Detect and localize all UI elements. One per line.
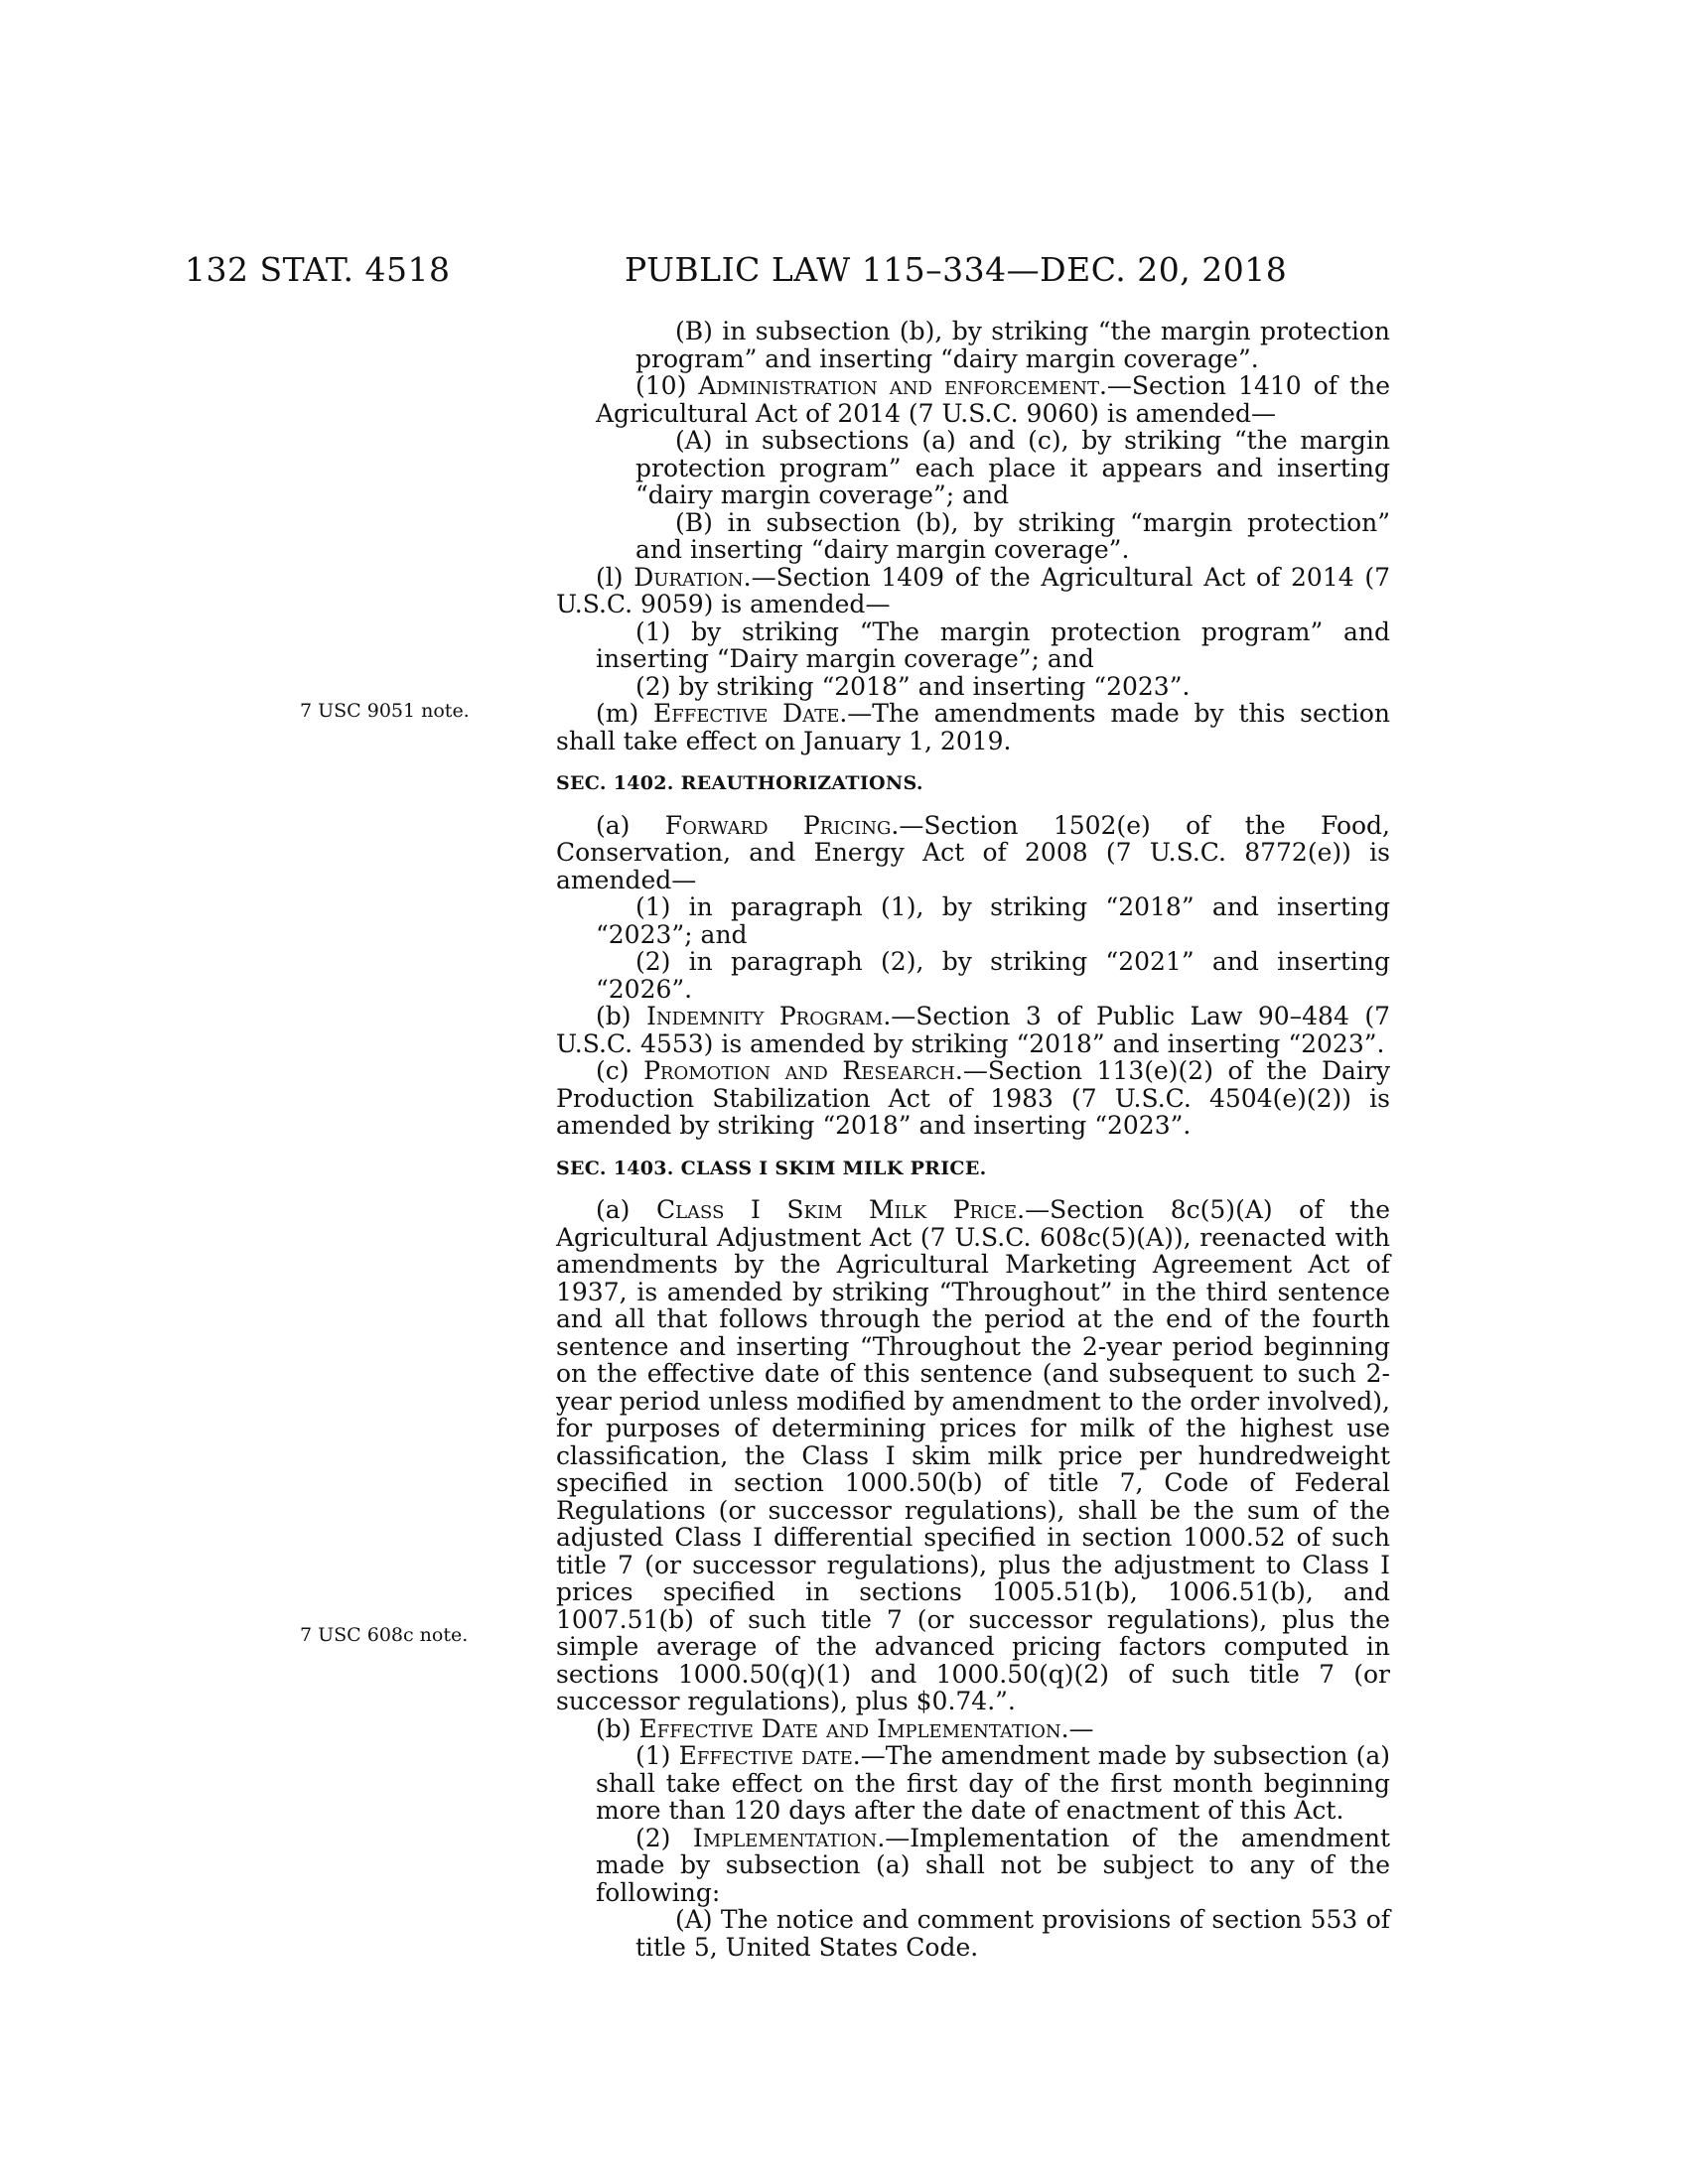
paragraph-l2: (2) by striking “2018” and inserting “2023”. [635,671,1191,701]
margin-note-9051: 7 USC 9051 note. [300,700,470,722]
subsection-number: (b) [596,1002,646,1030]
paragraph-text: .—Section 1410 of the Agricultural Act of 2014 (7 U.S.C. 9060) is amended— [596,371,1390,428]
subsection-heading: Duration [633,562,744,592]
subsection-b-indemnity [556,1003,1390,1057]
paragraph-number: (2) [635,1823,693,1852]
subsection-b-effective-implementation [556,1715,1390,1743]
subsection-heading: Promotion and Research [643,1056,955,1085]
paragraph-l1: (1) by striking “The margin protection program” and inserting “Dairy margin coverage”; and [596,616,1390,673]
paragraph-heading: Implementation [692,1823,878,1852]
paragraph-text: .—Implementation of the amendment made by subsection (a) shall not be subject to any of the following: [596,1823,1390,1907]
paragraph-a2: (2) in paragraph (2), by striking “2021” and inserting “2026”. [596,947,1390,1004]
paragraph-10-administration [556,372,1390,427]
subsection-heading: Indemnity Program [646,1002,884,1030]
paragraph-heading: Administration and enforcement [698,371,1099,400]
subsection-heading: Class I Skim Milk Price [655,1195,1018,1224]
paragraph-text: .—The amendment made by subsection (a) shall take effect on the first day of the first month beginning more than 120 days after the date of enactment of this Act. [596,1741,1391,1825]
running-header-title: PUBLIC LAW 115–334—DEC. 20, 2018 [625,250,1288,289]
subsection-text: .—Section 113(e)(2) of the Dairy Production Stabilization Act of 1983 (7 U.S.C. 4504(e)(2)) is amended by striking “2018” and inserting “2023”. [556,1056,1390,1140]
subsection-number: (a) [596,810,665,840]
subsection-text: .—Section 8c(5)(A) of the Agricultural Adjustment Act (7 U.S.C. 608c(5)(A)), reenacted with amendments by the Agricultural Marketing Agreement Act of 1937, is amended by striking “Throughout” in the third sentence and all that follows through the period at the end of the fourth sentence and inserting “Throughout the 2-year period beginning on the effective date of this sentence (and subsequent to such 2-year period unless modified by amendment to the order involved), for purposes of determining prices for milk of the highest use classification, the Class I skim milk price per hundredweight specified in section 1000.50(b) of title 7, Code of Federal Regulations (or successor regulations), shall be the sum of the adjusted Class I differential specified in section 1000.52 of such title 7 (or successor regulations), plus the adjustment to Class I prices specified in sections 1005.51(b), 1006.51(b), and 1007.51(b) of such title 7 (or successor regulations), plus the simple average of the advanced pricing factors computed in sections 1000.50(q)(1) and 1000.50(q)(2) of such title 7 (or successor regulations), plus $0.74.”. [556,1195,1390,1715]
subsection-heading: Forward Pricing [664,810,892,840]
paragraph-9b: (B) in subsection (b), by striking “the margin protection program” and inserting “dairy margin coverage”. [635,317,1390,373]
statute-body [556,318,1390,1961]
subsection-heading: Effective Date [652,699,840,728]
subsection-text: .—Section 3 of Public Law 90–484 (7 U.S.C. 4553) is amended by striking “2018” and inserting “2023”. [556,1002,1391,1058]
paragraph-b2-implementation [556,1825,1390,1907]
subsection-number: (m) [596,699,653,728]
subparagraph-b2a: (A) The notice and comment provisions of section 553 of title 5, United States Code. [635,1905,1390,1962]
subsection-number: (c) [596,1056,644,1085]
subsection-m-effective-date [556,700,1390,754]
subsection-text: .—Section 1502(e) of the Food, Conservation, and Energy Act of 2008 (7 U.S.C. 8772(e)) is amended— [556,810,1390,894]
section-1403-heading: SEC. 1403. CLASS I SKIM MILK PRICE. [556,1157,987,1179]
subsection-text: .—Section 1409 of the Agricultural Act of 2014 (7 U.S.C. 9059) is amended— [556,562,1391,618]
subsection-number: (a) [596,1195,656,1224]
subsection-a-forward-pricing [556,812,1390,894]
section-1402-heading: SEC. 1402. REAUTHORIZATIONS. [556,772,923,794]
paragraph-number: (1) [635,1741,679,1770]
margin-note-608c: 7 USC 608c note. [300,1624,469,1646]
subsection-c-promotion [556,1057,1390,1140]
subsection-number: (l) [596,562,634,592]
paragraph-10b: (B) in subsection (b), by striking “margin protection” and inserting “dairy margin coverage”. [635,507,1390,564]
subsection-text: .— [1060,1713,1094,1743]
subsection-a-class-i-price [556,1196,1390,1715]
subsection-heading: Effective Date and Implementation [638,1713,1061,1743]
paragraph-number: (10) [635,371,699,400]
subsection-l-duration [556,564,1390,618]
paragraph-10a: (A) in subsections (a) and (c), by striking “the margin protection program” each place it appears and inserting “dairy margin coverage”; and [635,426,1390,509]
subsection-text: .—The amendments made by this section shall take effect on January 1, 2019. [556,699,1391,755]
paragraph-b1-effective-date [556,1742,1390,1825]
paragraph-a1: (1) in paragraph (1), by striking “2018” and inserting “2023”; and [596,892,1390,949]
paragraph-heading: Effective date [678,1741,853,1770]
stat-page-number: 132 STAT. 4518 [185,250,451,289]
subsection-number: (b) [596,1713,639,1743]
